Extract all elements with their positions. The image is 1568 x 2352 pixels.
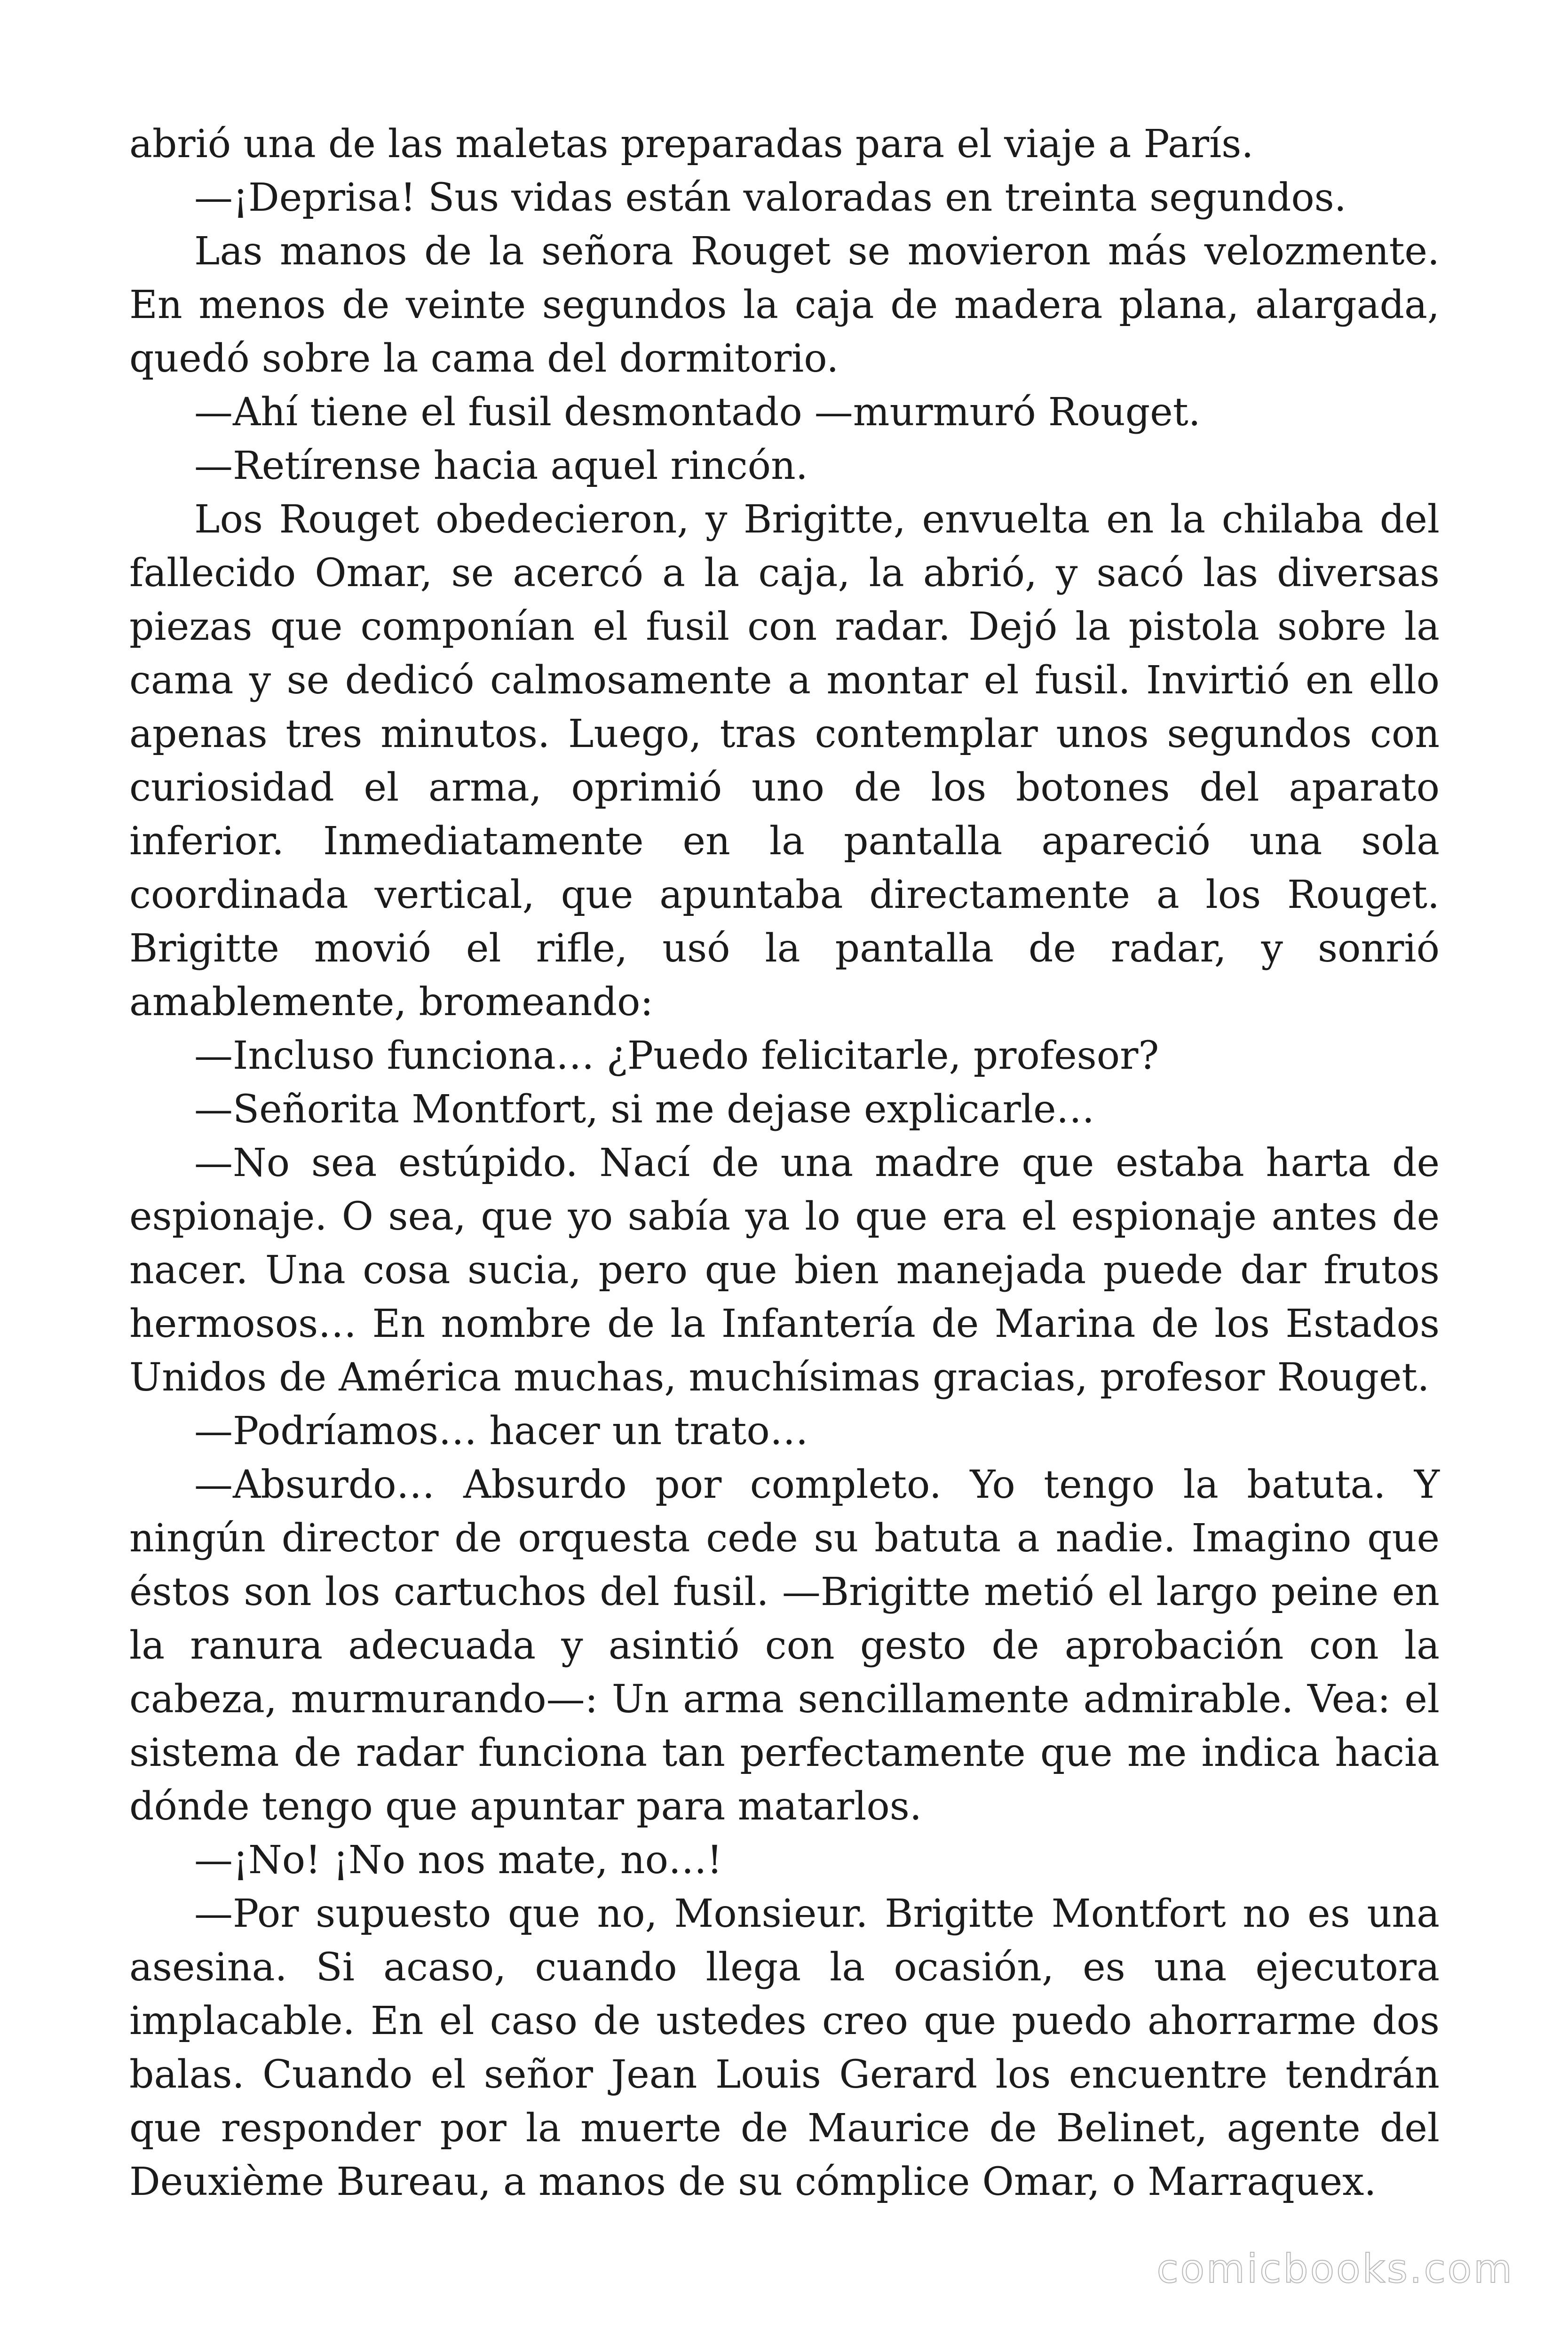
paragraph-1: abrió una de las maletas preparadas para el viaje a París.	[129, 122, 1254, 167]
paragraph-9: —No sea estúpido. Nací de una madre que estaba harta de espionaje. O sea, que yo sabía ya lo que era el espionaje antes de nacer. Una cosa sucia, pero que bien manejada puede dar frutos hermosos… En nombre de la Infantería de Marina de los Estados Unidos de América muchas, muchísimas gracias, profesor Rouget.	[129, 1141, 1440, 1400]
watermark: comicbooks.com	[1156, 2246, 1514, 2292]
paragraph-12: —¡No! ¡No nos mate, no…!	[194, 1838, 722, 1883]
paragraph-6: Los Rouget obedecieron, y Brigitte, envuelta en la chilaba del fallecido Omar, se acercó a la caja, la abrió, y sacó las diversas piezas que componían el fusil con radar. Dejó la pistola sobre la cama y se dedicó calmosamente a montar el fusil. Invirtió en ello apenas tres minutos. Luego, tras contemplar unos segundos con curiosidad el arma, oprimió uno de los botones del aparato inferior. Inmediatamente en la pantalla apareció una sola coordinada vertical, que apuntaba directamente a los Rouget. Brigitte movió el rifle, usó la pantalla de radar, y sonrió amablemente, bromeando:	[129, 497, 1440, 1025]
paragraph-3: Las manos de la señora Rouget se movieron más velozmente. En menos de veinte segundos la caja de madera plana, alargada, quedó sobre la cama del dormitorio.	[129, 229, 1440, 381]
paragraph-8: —Señorita Montfort, si me dejase explicarle…	[194, 1087, 1095, 1132]
paragraph-10: —Podríamos… hacer un trato…	[194, 1409, 808, 1454]
paragraph-11: —Absurdo… Absurdo por completo. Yo tengo la batuta. Y ningún director de orquesta cede su batuta a nadie. Imagino que éstos son los cartuchos del fusil. —Brigitte metió el largo peine en la ranura adecuada y asintió con gesto de aprobación con la cabeza, murmurando—: Un arma sencillamente admirable. Vea: el sistema de radar funciona tan perfectamente que me indica hacia dónde tengo que apuntar para matarlos.	[129, 1462, 1440, 1829]
paragraph-7: —Incluso funciona… ¿Puedo felicitarle, profesor?	[194, 1033, 1159, 1078]
paragraph-5: —Retírense hacia aquel rincón.	[194, 444, 808, 488]
paragraph-2: —¡Deprisa! Sus vidas están valoradas en treinta segundos.	[194, 175, 1346, 220]
paragraph-13: —Por supuesto que no, Monsieur. Brigitte Montfort no es una asesina. Si acaso, cuando llega la ocasión, es una ejecutora implacable. En el caso de ustedes creo que puedo ahorrarme dos balas. Cuando el señor Jean Louis Gerard los encuentre tendrán que responder por la muerte de Maurice de Belinet, agente del Deuxième Bureau, a manos de su cómplice Omar, o Marraquex.	[129, 1891, 1440, 2204]
page-text	[129, 118, 1440, 2209]
paragraph-4: —Ahí tiene el fusil desmontado —murmuró Rouget.	[194, 390, 1201, 435]
